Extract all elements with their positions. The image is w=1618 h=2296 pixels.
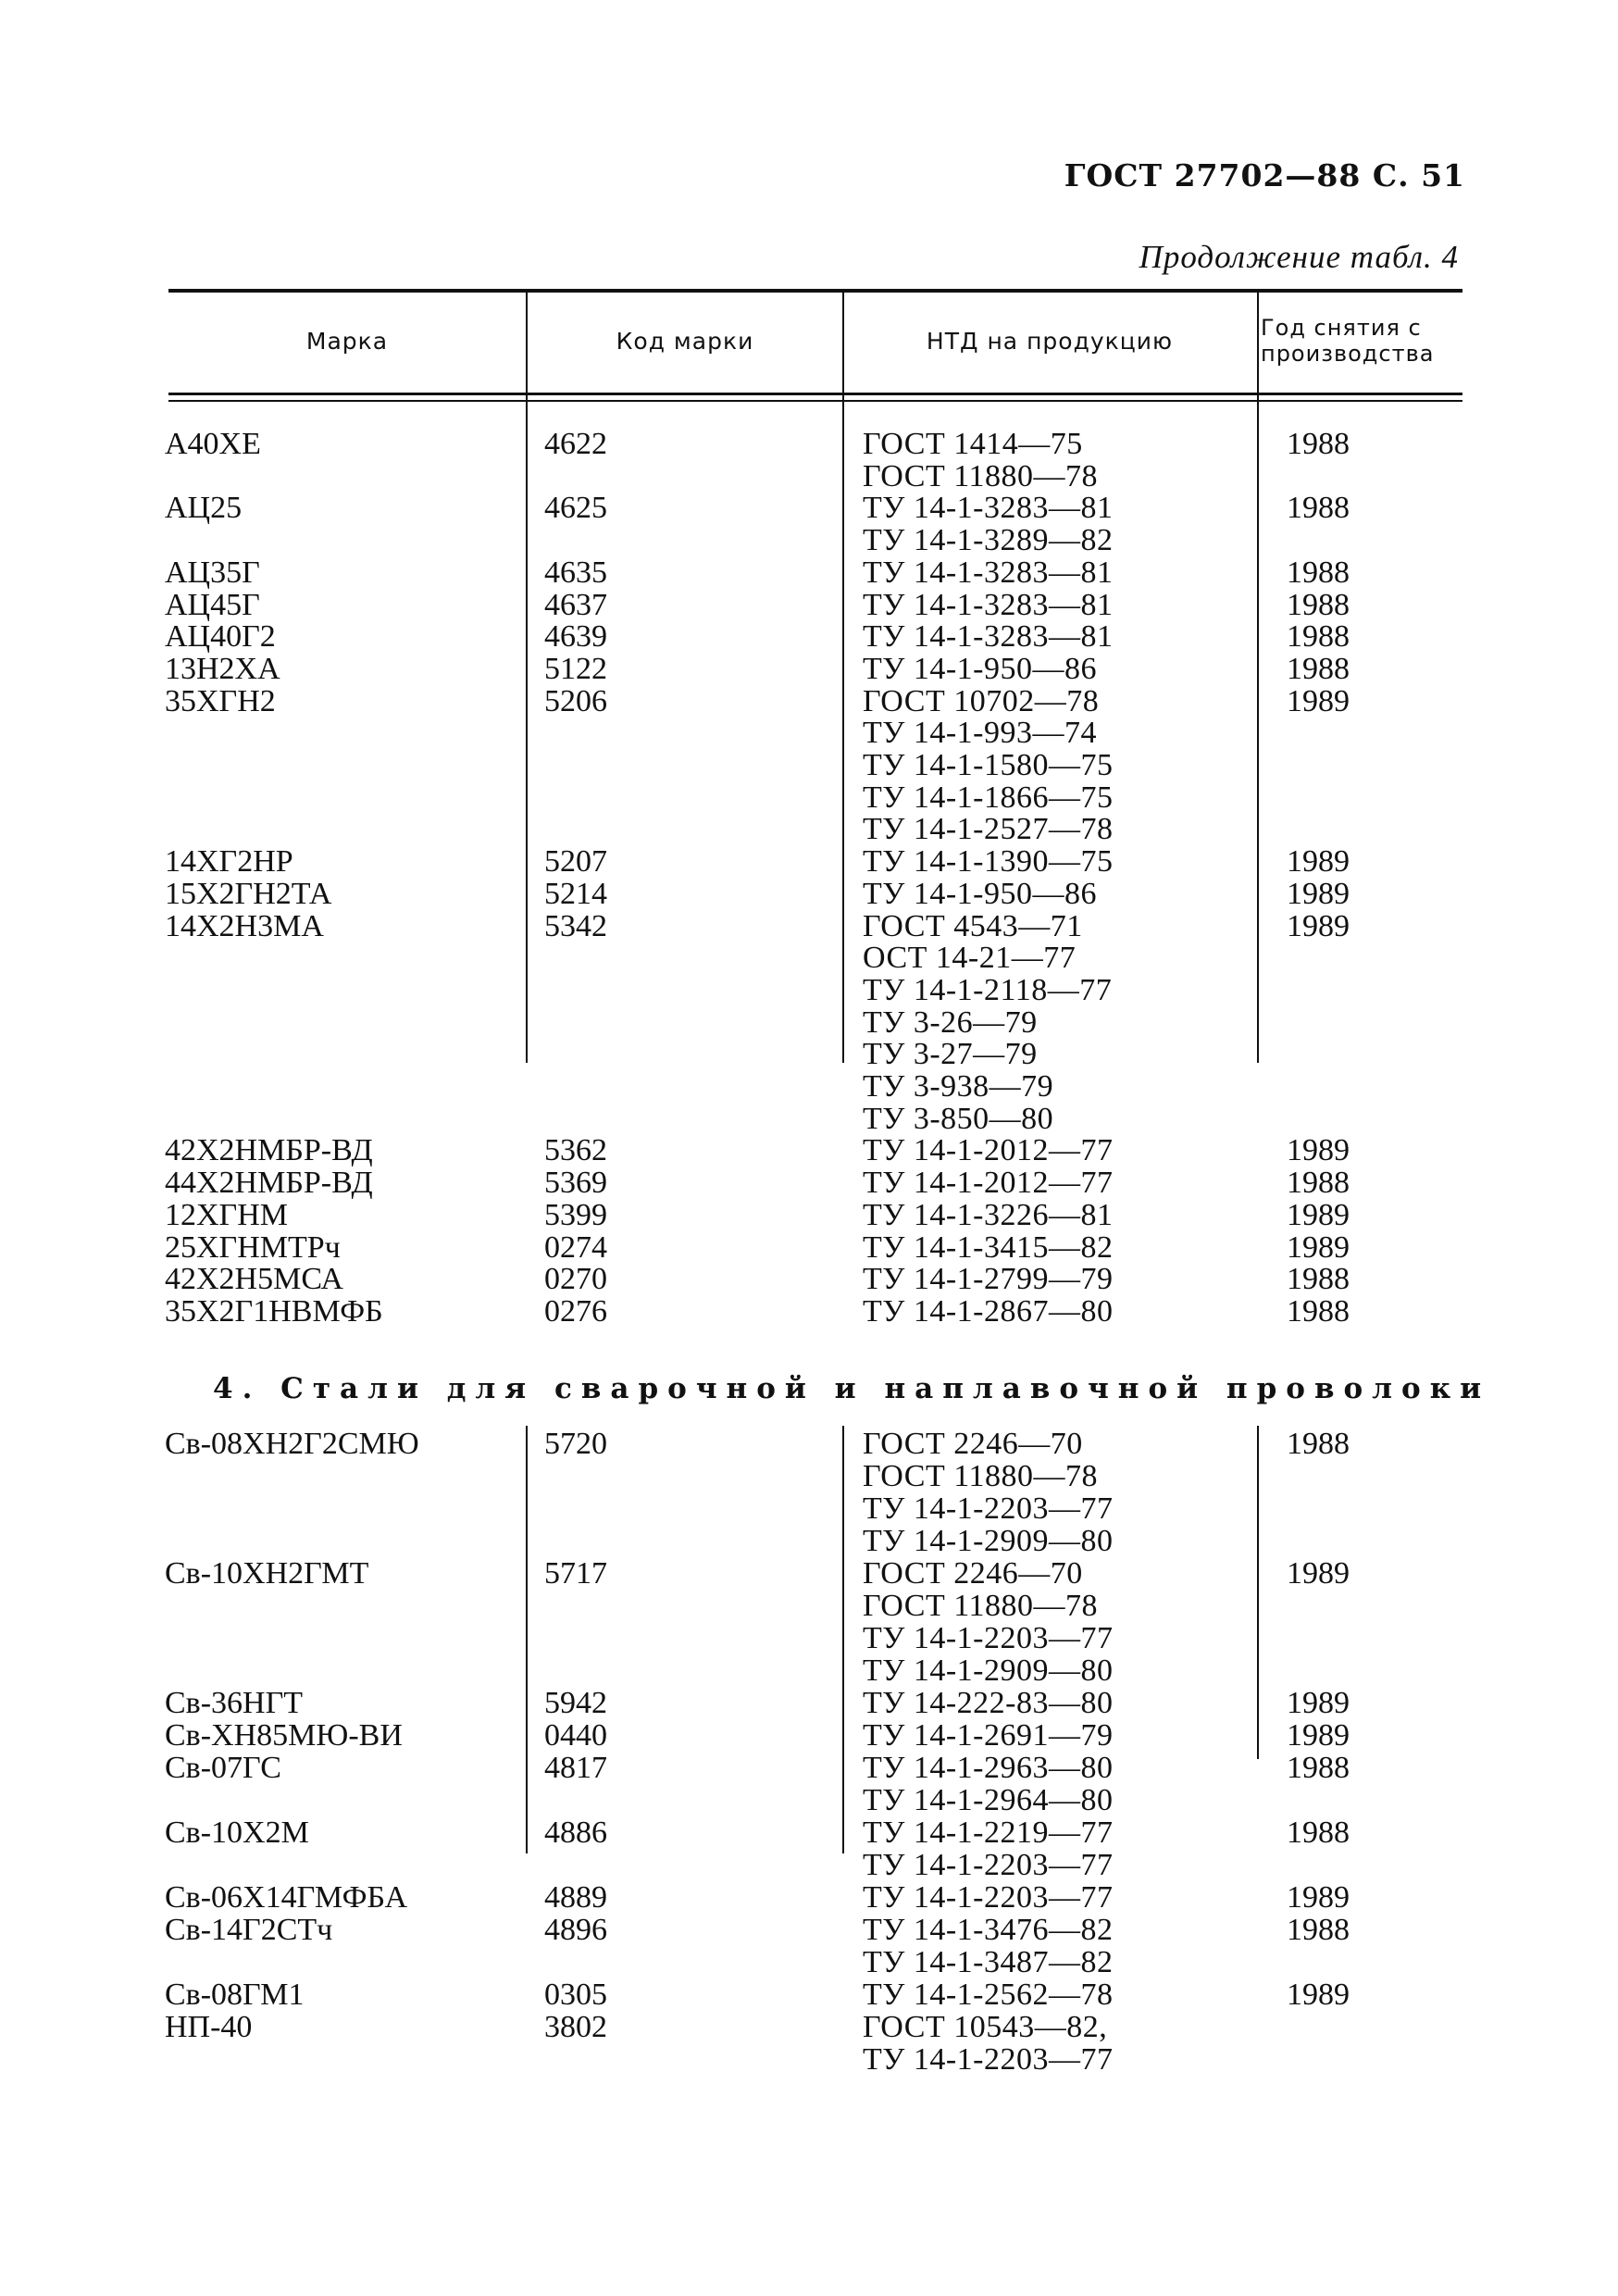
- year-cell: 1989: [1287, 908, 1350, 943]
- ntd-cell: ТУ 14-1-2909—80: [863, 1524, 1114, 1558]
- year-cell: 1989: [1287, 1229, 1350, 1265]
- ntd-cell: ТУ 14-1-2799—79: [863, 1262, 1114, 1297]
- table-continuation-caption: Продолжение табл. 4: [1139, 239, 1459, 275]
- ntd-cell: ТУ 14-1-2963—80: [863, 1751, 1114, 1785]
- ntd-cell: ТУ 14-1-2909—80: [863, 1653, 1114, 1688]
- ntd-cell: ТУ 14-1-2203—77: [863, 1491, 1114, 1526]
- grade-cell: 13Н2ХА: [165, 651, 280, 686]
- ntd-cell: ТУ 14-1-3283—81: [863, 587, 1114, 622]
- year-cell: 1988: [1287, 491, 1350, 526]
- year-cell: 1989: [1287, 1686, 1350, 1720]
- grade-cell: Св-ХН85МЮ-ВИ: [165, 1718, 403, 1753]
- grade-cell: 25ХГНМТРч: [165, 1229, 341, 1265]
- code-cell: 5207: [544, 844, 607, 880]
- ntd-cell: ТУ 3-938—79: [863, 1069, 1054, 1104]
- ntd-cell: ТУ 14-1-1580—75: [863, 748, 1114, 782]
- ntd-cell: ТУ 14-1-993—74: [863, 716, 1097, 751]
- code-cell: 5206: [544, 683, 607, 718]
- code-cell: 4639: [544, 619, 607, 655]
- grade-cell: АЦ45Г: [165, 587, 260, 622]
- year-cell: 1988: [1287, 651, 1350, 686]
- ntd-cell: ТУ 14-1-2203—77: [863, 1880, 1114, 1915]
- grade-cell: Св-07ГС: [165, 1751, 281, 1785]
- ntd-cell: ТУ 14-1-2562—78: [863, 1978, 1114, 2012]
- code-cell: 5399: [544, 1197, 607, 1232]
- code-cell: 4635: [544, 555, 607, 590]
- year-cell: 1988: [1287, 1913, 1350, 1947]
- code-cell: 5214: [544, 876, 607, 911]
- grade-cell: Св-14Г2СТч: [165, 1913, 333, 1947]
- year-cell: 1988: [1287, 555, 1350, 590]
- code-cell: 5720: [544, 1427, 607, 1461]
- col-divider-2: [842, 293, 844, 1063]
- grade-cell: Св-08ГМ1: [165, 1978, 305, 2012]
- year-cell: 1989: [1287, 844, 1350, 880]
- ntd-cell: ТУ 14-1-2527—78: [863, 812, 1114, 847]
- ntd-cell: ГОСТ 10702—78: [863, 683, 1100, 718]
- code-cell: 4817: [544, 1751, 607, 1785]
- year-cell: 1988: [1287, 427, 1350, 461]
- ntd-cell: ТУ 14-1-2203—77: [863, 1621, 1114, 1655]
- col-divider-1: [526, 293, 528, 1063]
- code-cell: 5942: [544, 1686, 607, 1720]
- year-cell: 1988: [1287, 1262, 1350, 1297]
- year-cell: 1988: [1287, 1293, 1350, 1329]
- ntd-cell: ТУ 3-26—79: [863, 1004, 1038, 1040]
- grade-cell: А40ХЕ: [165, 427, 261, 461]
- grade-cell: Св-10Х2М: [165, 1816, 309, 1850]
- grade-cell: 14Х2Н3МА: [165, 908, 324, 943]
- grade-cell: Св-06Х14ГМФБА: [165, 1880, 408, 1915]
- ntd-cell: ТУ 14-1-1866—75: [863, 780, 1114, 815]
- grade-cell: 15Х2ГН2ТА: [165, 876, 332, 911]
- ntd-cell: ТУ 14-222-83—80: [863, 1686, 1114, 1720]
- grade-cell: 42Х2Н5МСА: [165, 1262, 343, 1297]
- ntd-cell: ТУ 14-1-950—86: [863, 651, 1097, 686]
- column-header-docs: НТД на продукцию: [926, 327, 1174, 355]
- year-cell: 1989: [1287, 1978, 1350, 2012]
- grade-cell: АЦ40Г2: [165, 619, 276, 655]
- ntd-cell: ТУ 14-1-3487—82: [863, 1945, 1114, 1979]
- year-cell: 1988: [1287, 619, 1350, 655]
- code-cell: 0440: [544, 1718, 607, 1753]
- year-cell: 1988: [1287, 1816, 1350, 1850]
- ntd-cell: ТУ 14-1-2203—77: [863, 1848, 1114, 1882]
- ntd-cell: ТУ 3-27—79: [863, 1037, 1038, 1072]
- code-cell: 5362: [544, 1133, 607, 1168]
- ntd-cell: ГОСТ 11880—78: [863, 458, 1098, 493]
- year-cell: 1988: [1287, 587, 1350, 622]
- grade-cell: 12ХГНМ: [165, 1197, 288, 1232]
- grade-cell: 42Х2НМБР-ВД: [165, 1133, 373, 1168]
- code-cell: 4637: [544, 587, 607, 622]
- ntd-cell: ТУ 14-1-2203—77: [863, 2042, 1114, 2077]
- ntd-cell: ТУ 14-1-1390—75: [863, 844, 1114, 880]
- col-divider-2b: [842, 1426, 844, 1853]
- grade-cell: Св-08ХН2Г2СМЮ: [165, 1427, 419, 1461]
- ntd-cell: ТУ 14-1-950—86: [863, 876, 1097, 911]
- ntd-cell: ГОСТ 10543—82,: [863, 2010, 1108, 2044]
- code-cell: 5369: [544, 1166, 607, 1201]
- grade-cell: 35Х2Г1НВМФБ: [165, 1293, 383, 1329]
- grade-cell: АЦ35Г: [165, 555, 260, 590]
- ntd-cell: ТУ 14-1-2691—79: [863, 1718, 1114, 1753]
- code-cell: 5717: [544, 1556, 607, 1591]
- col-divider-1b: [526, 1426, 528, 1853]
- column-header-code: Код марки: [616, 327, 754, 355]
- year-cell: 1988: [1287, 1166, 1350, 1201]
- column-header-year: Год снятия с производства: [1261, 315, 1435, 367]
- ntd-cell: ТУ 14-1-2867—80: [863, 1293, 1114, 1329]
- ntd-cell: ОСТ 14-21—77: [863, 941, 1077, 976]
- header-bottom-rule: [168, 393, 1462, 395]
- year-cell: 1989: [1287, 1133, 1350, 1168]
- ntd-cell: ТУ 14-1-3476—82: [863, 1913, 1114, 1947]
- ntd-cell: ГОСТ 4543—71: [863, 908, 1083, 943]
- ntd-cell: ТУ 14-1-2012—77: [863, 1133, 1114, 1168]
- grade-cell: 14ХГ2НР: [165, 844, 293, 880]
- ntd-cell: ТУ 3-850—80: [863, 1101, 1054, 1136]
- code-cell: 0305: [544, 1978, 607, 2012]
- ntd-cell: ТУ 14-1-3283—81: [863, 491, 1114, 526]
- code-cell: 5342: [544, 908, 607, 943]
- year-cell: 1989: [1287, 876, 1350, 911]
- code-cell: 4625: [544, 491, 607, 526]
- code-cell: 4622: [544, 427, 607, 461]
- ntd-cell: ТУ 14-1-2118—77: [863, 972, 1113, 1007]
- code-cell: 3802: [544, 2010, 607, 2044]
- ntd-cell: ГОСТ 1414—75: [863, 427, 1083, 461]
- ntd-cell: ТУ 14-1-3283—81: [863, 619, 1114, 655]
- grade-cell: Св-10ХН2ГМТ: [165, 1556, 369, 1591]
- year-cell: 1989: [1287, 683, 1350, 718]
- grade-cell: Св-36НГТ: [165, 1686, 304, 1720]
- grade-cell: НП-40: [165, 2010, 253, 2044]
- col-divider-3: [1257, 293, 1259, 1063]
- ntd-cell: ГОСТ 11880—78: [863, 1459, 1098, 1493]
- code-cell: 0276: [544, 1293, 607, 1329]
- grade-cell: 44Х2НМБР-ВД: [165, 1166, 373, 1201]
- col-divider-3b: [1257, 1426, 1259, 1759]
- ntd-cell: ТУ 14-1-3289—82: [863, 523, 1114, 558]
- ntd-cell: ТУ 14-1-3283—81: [863, 555, 1114, 590]
- code-cell: 0274: [544, 1229, 607, 1265]
- year-cell: 1989: [1287, 1556, 1350, 1591]
- ntd-cell: ГОСТ 11880—78: [863, 1589, 1098, 1623]
- code-cell: 4896: [544, 1913, 607, 1947]
- year-cell: 1989: [1287, 1718, 1350, 1753]
- year-cell: 1989: [1287, 1880, 1350, 1915]
- code-cell: 5122: [544, 651, 607, 686]
- year-cell: 1989: [1287, 1197, 1350, 1232]
- year-cell: 1988: [1287, 1751, 1350, 1785]
- code-cell: 4886: [544, 1816, 607, 1850]
- column-header-grade: Марка: [305, 327, 389, 355]
- section-title: 4. Стали для сварочной и наплавочной проволоки: [213, 1372, 1491, 1405]
- ntd-cell: ТУ 14-1-2964—80: [863, 1783, 1114, 1817]
- header-bottom-rule-2: [168, 400, 1462, 402]
- ntd-cell: ТУ 14-1-3415—82: [863, 1229, 1114, 1265]
- year-cell: 1988: [1287, 1427, 1350, 1461]
- code-cell: 4889: [544, 1880, 607, 1915]
- grade-cell: 35ХГН2: [165, 683, 276, 718]
- ntd-cell: ТУ 14-1-2012—77: [863, 1166, 1114, 1201]
- ntd-cell: ТУ 14-1-3226—81: [863, 1197, 1114, 1232]
- ntd-cell: ТУ 14-1-2219—77: [863, 1816, 1114, 1850]
- ntd-cell: ГОСТ 2246—70: [863, 1556, 1083, 1591]
- page-header: ГОСТ 27702—88 С. 51: [1064, 157, 1465, 193]
- grade-cell: АЦ25: [165, 491, 243, 526]
- ntd-cell: ГОСТ 2246—70: [863, 1427, 1083, 1461]
- code-cell: 0270: [544, 1262, 607, 1297]
